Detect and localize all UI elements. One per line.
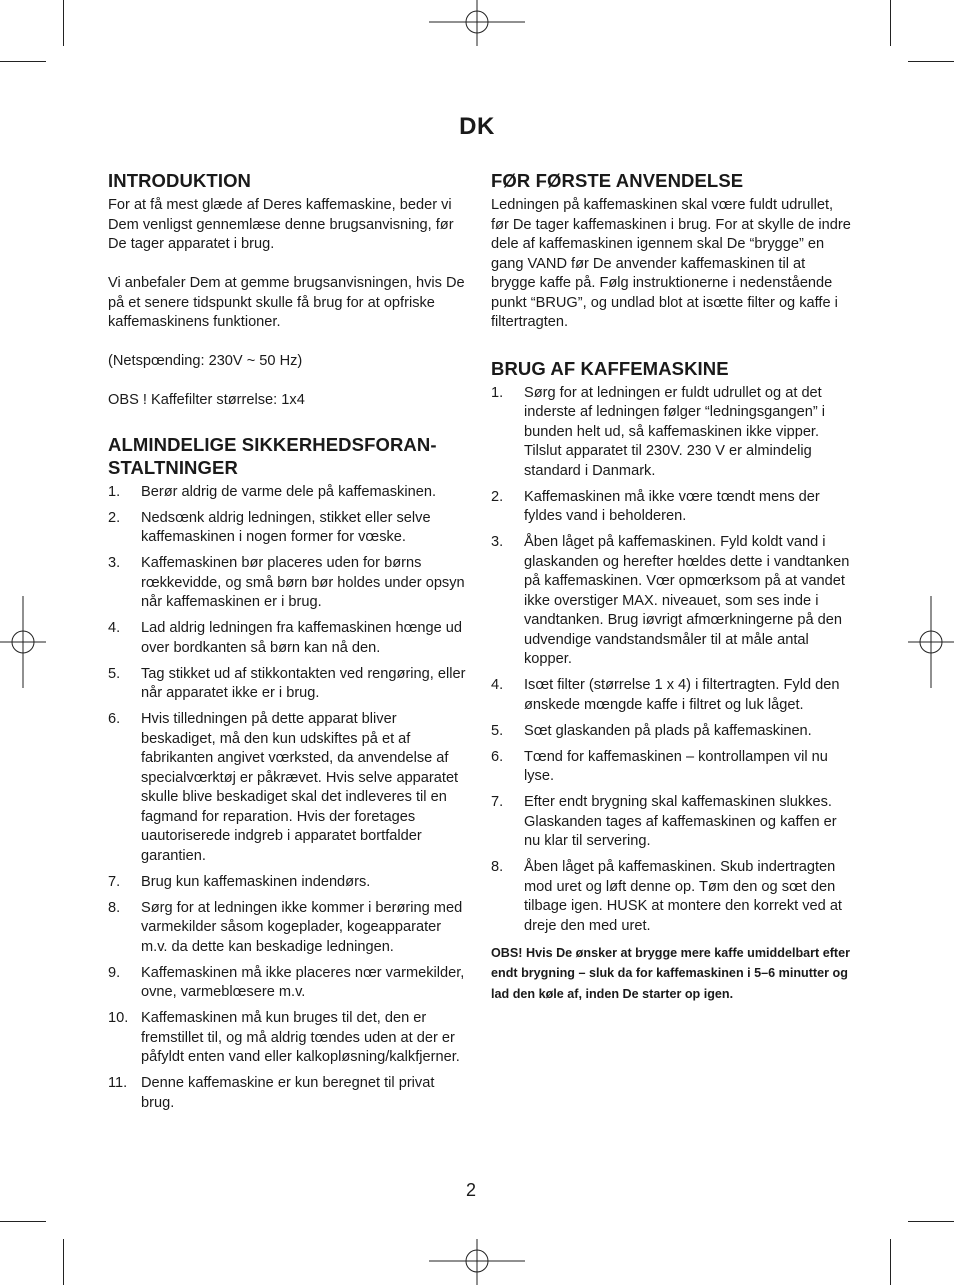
usage-heading: BRUG AF KAFFEMASKINE	[491, 357, 729, 379]
right-column	[491, 169, 853, 1004]
safety-heading: ALMINDELIGE SIKKERHEDSFORAN- STALTNINGER	[108, 433, 437, 478]
first-use-text: Ledningen på kaffemaskinen skal vœre fuldt udrullet, før De tager kaffemaskinen i brug. For at skylle de indre dele af kaffemaskinen igennem skal De “brygge” en gang VAND før De anvender kaffemaskinen til at brygge kaffe på. Følg instruktionerne i nedenstående punkt “BRUG”, og undlad blot at isœtte filter og kaffe i filtertragten.	[491, 197, 851, 330]
crop-mark	[908, 61, 954, 62]
list-item: 5. Tag stikket ud af stikkontakten ved rengøring, eller når apparatet ikke er i brug.	[108, 665, 466, 701]
list-item: 5. Sœt glaskanden på plads på kaffemaskinen.	[491, 722, 812, 739]
list-item: 7. Brug kun kaffemaskinen indendørs.	[108, 873, 371, 890]
intro-paragraph: For at få mest glæde af Deres kaffemaskine, beder vi Dem venligst gennemlæse denne brugsanvisning, før De tager apparatet i brug.	[108, 197, 454, 252]
crop-mark	[890, 1239, 891, 1285]
intro-paragraph: Vi anbefaler Dem at gemme brugsanvisningen, hvis De på et senere tidspunkt skulle få brug for at opfriske kaffemaskinens funktioner.	[108, 275, 465, 330]
page-number: 2	[466, 1180, 477, 1200]
registration-mark-left	[0, 596, 46, 688]
crop-mark	[0, 1221, 46, 1222]
registration-mark-right	[908, 596, 954, 688]
registration-mark-top	[429, 0, 525, 46]
usage-list	[491, 384, 853, 937]
list-item: 2. Kaffemaskinen må ikke vœre tœndt mens der fyldes vand i beholderen.	[491, 488, 820, 524]
list-item: 11. Denne kaffemaskine er kun beregnet til privat brug.	[108, 1075, 435, 1111]
list-item: 4. Lad aldrig ledningen fra kaffemaskinen hœnge ud over bordkanten så børn kan nå den.	[108, 620, 463, 656]
crop-mark	[890, 0, 891, 46]
list-item: 3. Åben låget på kaffemaskinen. Fyld koldt vand i glaskanden og herefter hœldes dette i vandtanken på kaffemaskinen. Vœr opmœrksom på at vandet ikke overstiger MAX. niveauet, som ses inde i vandtanken. Brug iøvrigt afmœrkningerne på den udvendige vandstandsmåler til at måle antal kopper.	[491, 534, 850, 667]
left-column	[108, 169, 468, 1120]
safety-list	[108, 483, 468, 1114]
registration-mark-bottom	[429, 1239, 525, 1285]
crop-mark	[63, 0, 64, 46]
crop-mark	[908, 1221, 954, 1222]
list-item: 6. Hvis tilledningen på dette apparat bliver beskadiget, må den kun udskiftes på et af fabrikanten angivet vœrksted, da anvendelse af specialvœrktøj er påkrævet. Hvis selve apparatet skulle blive beskadiget skal det indleveres til en fagmand for reparation. Hvis der foretages uautoriserede indgreb i apparatet bortfalder garantien.	[108, 711, 459, 864]
list-item: 4. Isœt filter (størrelse 1 x 4) i filtertragten. Fyld den ønskede mœngde kaffe i filtret og luk låget.	[491, 677, 840, 713]
list-item: 10. Kaffemaskinen må kun bruges til det, den er fremstillet til, og må aldrig tœndes uden at der er påfyldt enten vand eller kalkopløsning/kalkfjerner.	[108, 1010, 460, 1065]
crop-mark	[0, 61, 46, 62]
list-item: 2. Nedsœnk aldrig ledningen, stikket eller selve kaffemaskinen i nogen former for vœske.	[108, 509, 431, 545]
list-item: 8. Sørg for at ledningen ikke kommer i berøring med varmekilder såsom kogeplader, kogeapparater m.v. da dette kan beskadige ledningen.	[108, 899, 463, 955]
list-item: 6. Tœnd for kaffemaskinen – kontrollampen vil nu lyse.	[491, 748, 828, 784]
list-item: 8. Åben låget på kaffemaskinen. Skub indertragten mod uret og løft denne op. Tøm den og sœt den tilbage igen. HUSK at montere den korrekt ved at dreje den med uret.	[491, 859, 842, 934]
language-code: DK	[459, 113, 495, 140]
intro-heading: INTRODUKTION	[108, 170, 252, 191]
list-item: 1. Sørg for at ledningen er fuldt udrullet og at det inderste af ledningen følger “ledningsgangen” i bunden helt ud, så kaffemaskinen ikke vipper. Tilslut apparatet til 230V. 230 V er almindelig standard i Danmark.	[491, 384, 825, 479]
brewing-note: OBS! Hvis De ønsker at brygge mere kaffe umiddelbart efter endt brygning – sluk da for kaffemaskinen i 5–6 minutter og lad den køle af, inden De starter op igen.	[491, 945, 851, 1001]
list-item: 9. Kaffemaskinen må ikke placeres nœr varmekilder, ovne, varmeblœsere m.v.	[108, 964, 465, 1000]
list-item: 7. Efter endt brygning skal kaffemaskinen slukkes. Glaskanden tages af kaffemaskinen og kaffen er nu klar til servering.	[491, 794, 837, 849]
crop-mark	[63, 1239, 64, 1285]
first-use-heading: FØR FØRSTE ANVENDELSE	[491, 170, 744, 191]
list-item: 1. Berør aldrig de varme dele på kaffemaskinen.	[108, 483, 436, 500]
filter-size-note: OBS ! Kaffefilter størrelse: 1x4	[108, 392, 305, 408]
list-item: 3. Kaffemaskinen bør placeres uden for børns rœkkevidde, og små børn bør holdes under opsyn når kaffemaskinen er i brug.	[108, 555, 465, 610]
voltage-text: (Netspœnding: 230V ~ 50 Hz)	[108, 353, 303, 369]
